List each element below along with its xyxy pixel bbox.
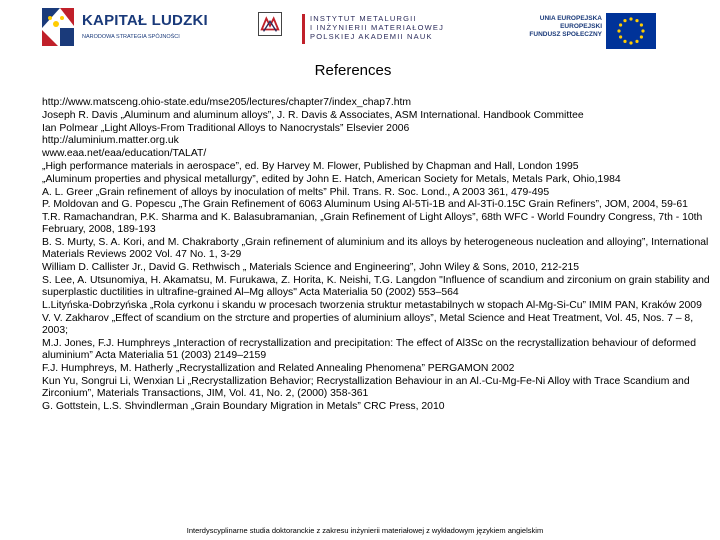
reference-item: „High performance materials in aerospace”, ed. By Harvey M. Flower, Published by Chapman and Hall, London 1995 <box>42 160 579 172</box>
references-list <box>42 97 716 413</box>
footer-text: Interdyscyplinarne studia doktoranckie z zakresu inżynierii materiałowej z wykładowym językiem angielskim <box>186 526 544 535</box>
reference-item: V. V. Zakharov „Effect of scandium on the strcture and properties of aluminium alloys”, Metal Science and Heat Treatment, Vol. 45, Nos. 7 – 8, 2003; <box>42 312 694 336</box>
instytut-accent-bar <box>302 14 305 44</box>
eu-text-line: FUNDUSZ SPOŁECZNY <box>529 31 602 38</box>
reference-item: T.R. Ramachandran, P.K. Sharma and K. Balasubramanian, „Grain Refinement of Light Alloys”, 68th WFC - World Foundry Congress, 7th - 10th February, 2008, 189-193 <box>42 212 703 236</box>
instytut-line: POLSKIEJ AKADEMII NAUK <box>310 32 433 41</box>
eu-flag-icon <box>606 13 656 49</box>
instytut-emblem-icon <box>258 12 282 36</box>
reference-item[interactable]: http://aluminium.matter.org.uk <box>42 135 179 147</box>
kapital-ludzki-flag-icon <box>40 6 76 48</box>
reference-item: William D. Callister Jr., David G. Rethwisch „ Materials Science and Engineering”, John Wiley & Sons, 2010, 212-215 <box>42 262 580 274</box>
page-title: References <box>314 62 392 79</box>
reference-item[interactable]: http://www.matsceng.ohio-state.edu/mse205/lectures/chapter7/index_chap7.htm <box>42 97 412 108</box>
reference-item: „Aluminum properties and physical metallurgy”, edited by John E. Hatch, American Society for Metals, Metals Park, Ohio,1984 <box>42 173 621 185</box>
instytut-line: INSTYTUT METALURGII <box>310 14 417 23</box>
reference-item[interactable]: www.eaa.net/eaa/education/TALAT/ <box>42 148 207 160</box>
kapital-ludzki-logo <box>40 6 210 52</box>
reference-item: G. Gottstein, L.S. Shvindlerman „Grain Boundary Migration in Metals” CRC Press, 2010 <box>42 400 445 412</box>
reference-item: B. S. Murty, S. A. Kori, and M. Chakraborty „Grain refinement of aluminium and its alloys by heterogeneous nucleation and alloying”, International Materials Reviews 2002 Vol. 47 No. 1, 3-29 <box>42 237 709 261</box>
reference-item: Kun Yu, Songrui Li, Wenxian Li „Recrystallization Behavior; Recrystallization Behaviour in an Al.-Cu-Mg-Fe-Ni Alloy with Trace Scandium and Zirconium”, Materials Transactions, JIM, Vol. 41, No. 2, (2000) 358-361 <box>42 375 690 399</box>
reference-item: P. Moldovan and G. Popescu „The Grain Refinement of 6063 Aluminum Using Al-5Ti-1B and Al-3Ti-0.15C Grain Refiners”, JOM, 2004, 59-61 <box>42 199 688 211</box>
reference-item: A. L. Greer „Grain refinement of alloys by inoculation of melts” Phil. Trans. R. Soc. Lond., A 2003 361, 479-495 <box>42 186 550 198</box>
eu-logo <box>516 13 656 53</box>
instytut-line: I INŻYNIERII MATERIAŁOWEJ <box>310 23 445 32</box>
reference-item: L.Lityńska-Dobrzyńska „Rola cyrkonu i skandu w procesach tworzenia struktur metastabilnych w stopach Al-Mg-Si-Cu” IMIM PAN, Kraków 2009 <box>42 299 702 311</box>
header <box>0 0 720 62</box>
eu-text-line: UNIA EUROPEJSKA <box>539 15 602 22</box>
reference-item: Ian Polmear „Light Alloys-From Traditional Alloys to Nanocrystals” Elsevier 2006 <box>42 122 410 134</box>
kapital-ludzki-subtitle: NARODOWA STRATEGIA SPÓJNOŚCI <box>82 34 180 40</box>
reference-item: F.J. Humphreys, M. Hatherly „Recrystallization and Related Annealing Phenomena” PERGAMON 2002 <box>42 362 515 374</box>
instytut-metalurgii-logo <box>258 12 478 50</box>
reference-item: S. Lee, A. Utsunomiya, H. Akamatsu, M. Furukawa, Z. Horita, K. Neishi, T.G. Langdon "Influence of scandium and zirconium on grain stability and superplastic ductilities in ultrafine-grained Al–Mg alloys" Acta Materialia 50 (2002) 553–564 <box>42 274 710 299</box>
reference-item: M.J. Jones, F.J. Humphreys „Interaction of recrystallization and precipitation: The effect of Al3Sc on the recrystallization behaviour of deformed aluminium” Acta Materialia 51 (2003) 2149–2159 <box>42 337 696 361</box>
reference-item: Joseph R. Davis „Aluminum and aluminum alloys”, J. R. Davis & Associates, ASM International. Handbook Committee <box>42 109 584 121</box>
kapital-ludzki-title: KAPITAŁ LUDZKI <box>82 12 208 29</box>
eu-text-line: EUROPEJSKI <box>560 23 602 30</box>
